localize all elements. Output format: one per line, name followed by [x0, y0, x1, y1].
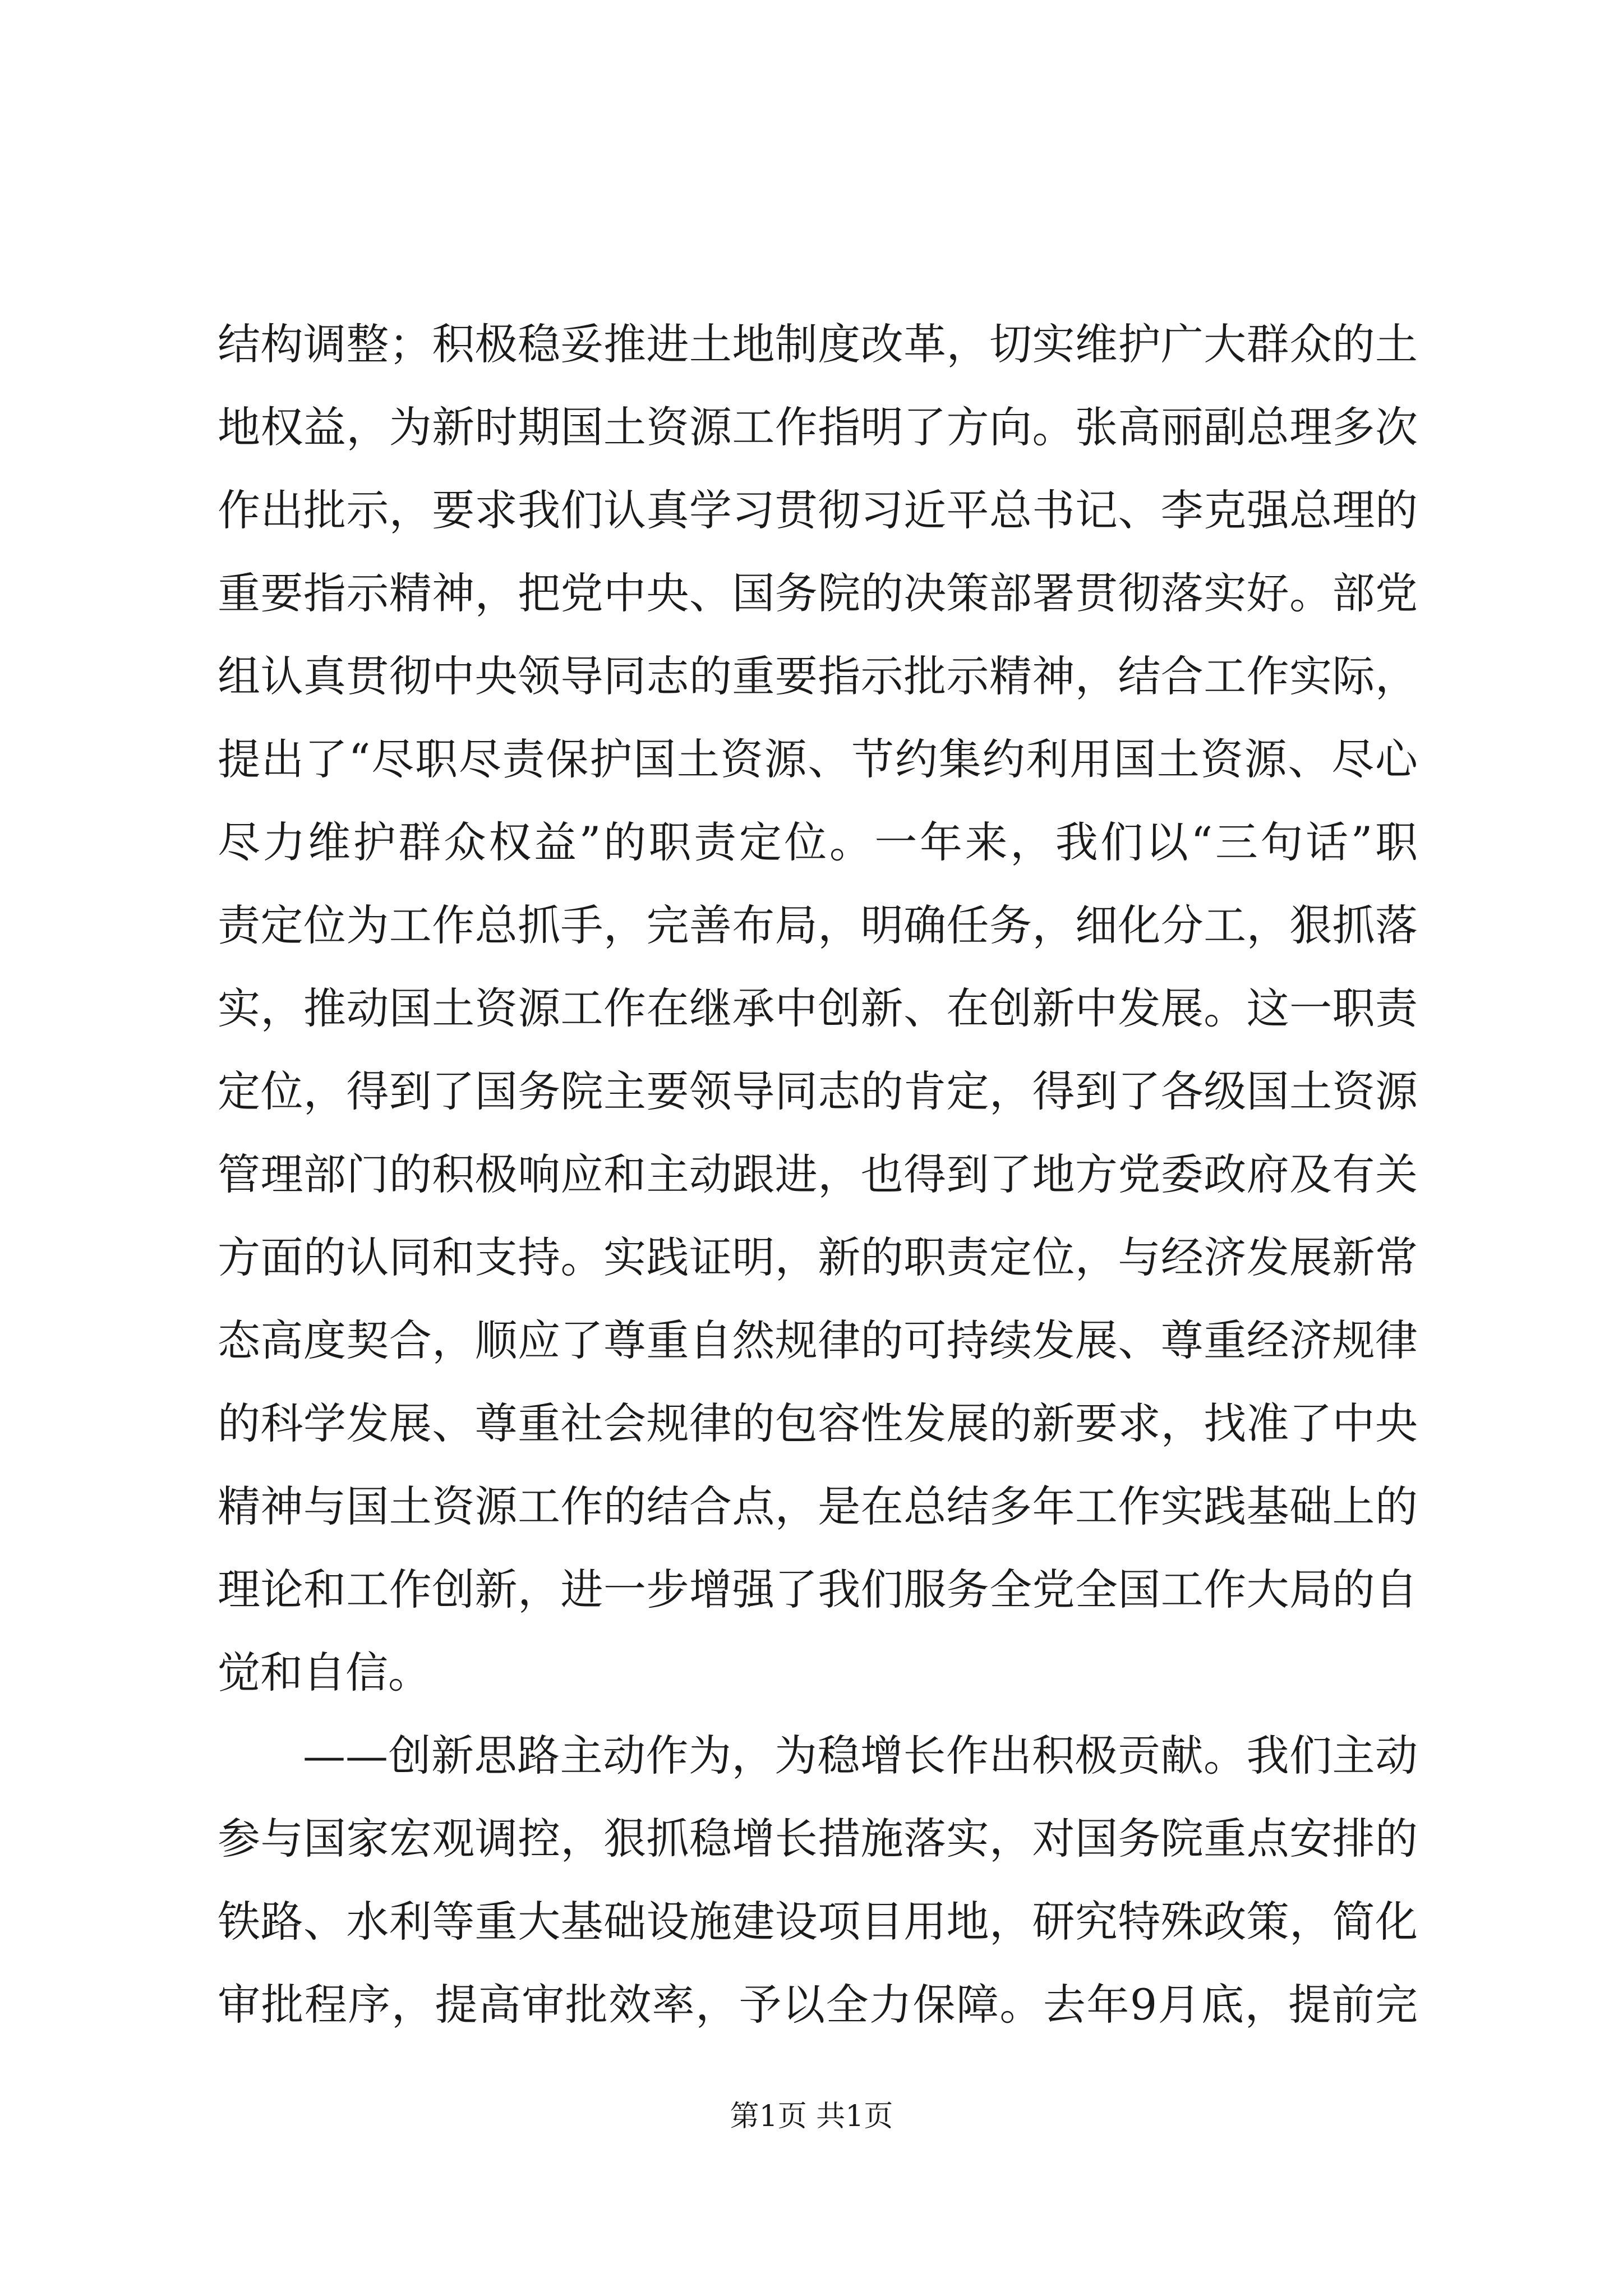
page-number-label: 第1页 共1页 [730, 2100, 893, 2133]
text-line: 实，推动国土资源工作在继承中创新、在创新中发展。这一职责 [218, 983, 1418, 1033]
text-line: 重要指示精神，把党中央、国务院的决策部署贯彻落实好。部党 [218, 568, 1418, 618]
text-line: 理论和工作创新，进一步增强了我们服务全党全国工作大局的自 [218, 1565, 1418, 1614]
text-line: 态高度契合，顺应了尊重自然规律的可持续发展、尊重经济规律 [218, 1315, 1418, 1365]
text-line: 组认真贯彻中央领导同志的重要指示批示精神，结合工作实际， [218, 651, 1418, 701]
text-line: 铁路、水利等重大基础设施建设项目用地，研究特殊政策，简化 [218, 1897, 1418, 1947]
text-line: 作出批示，要求我们认真学习贯彻习近平总书记、李克强总理的 [218, 485, 1418, 535]
text-line: 尽力维护群众权益”的职责定位。一年来，我们以“三句话”职 [218, 817, 1418, 867]
text-line: ——创新思路主动作为，为稳增长作出积极贡献。我们主动 [303, 1731, 1418, 1780]
text-line: 定位，得到了国务院主要领导同志的肯定，得到了各级国土资源 [218, 1066, 1418, 1116]
text-line: 管理部门的积极响应和主动跟进，也得到了地方党委政府及有关 [218, 1149, 1418, 1199]
page-footer [0, 2092, 1623, 2134]
text-line: 结构调整；积极稳妥推进土地制度改革，切实维护广大群众的土 [218, 319, 1418, 369]
text-line: 责定位为工作总抓手，完善布局，明确任务，细化分工，狠抓落 [218, 900, 1418, 950]
text-line: 地权益，为新时期国土资源工作指明了方向。张高丽副总理多次 [218, 402, 1418, 452]
text-line: 审批程序，提高审批效率，予以全力保障。去年9月底，提前完 [218, 1980, 1418, 2030]
text-line: 精神与国土资源工作的结合点，是在总结多年工作实践基础上的 [218, 1481, 1418, 1531]
text-line: 觉和自信。 [218, 1648, 431, 1697]
text-line: 提出了“尽职尽责保护国土资源、节约集约利用国土资源、尽心 [218, 734, 1418, 784]
text-line: 的科学发展、尊重社会规律的包容性发展的新要求，找准了中央 [218, 1398, 1418, 1448]
document-body [218, 303, 1418, 2046]
text-line: 方面的认同和支持。实践证明，新的职责定位，与经济发展新常 [218, 1232, 1418, 1282]
text-line: 参与国家宏观调控，狠抓稳增长措施落实，对国务院重点安排的 [218, 1814, 1418, 1864]
